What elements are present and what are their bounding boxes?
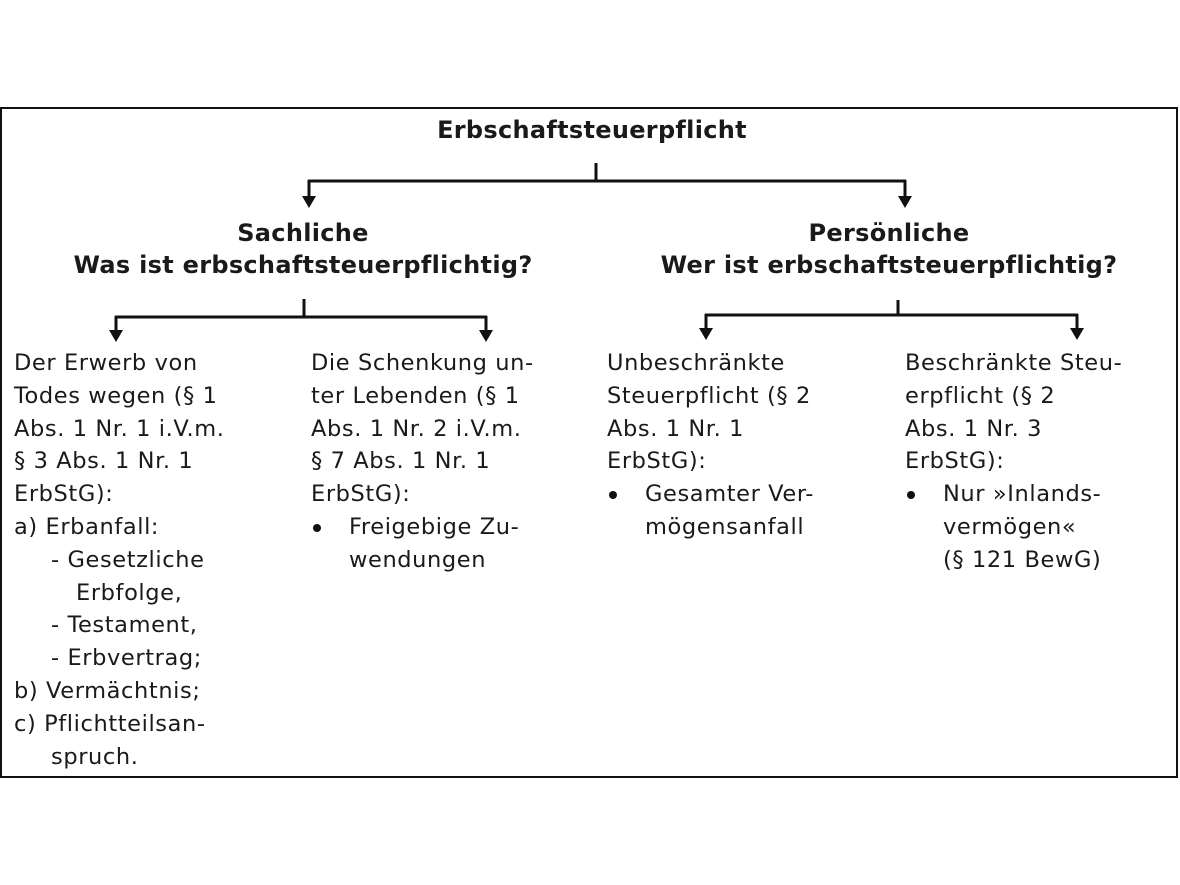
node-text-line: Abs. 1 Nr. 1 [607,415,745,442]
bullet-text-cont: vermögen« [943,513,1077,540]
node-erwerb-von-todes-wegen [14,347,294,773]
node-beschraenkte-steuerpflicht [905,347,1175,577]
node-text-line: Todes wegen (§ 1 [14,382,218,409]
bullet-text: Nur »Inlands- [943,481,1102,508]
branch-heading-question: Was ist erbschaftsteuerpflichtig? [73,251,533,279]
node-text-line: § 3 Abs. 1 Nr. 1 [14,448,194,475]
bullet-icon [609,491,617,499]
list-item-vermaechtnis: b) Vermächtnis; [14,677,201,704]
bullet-item [311,511,596,544]
bullet-text: Gesamter Ver- [645,481,814,508]
bullet-icon [907,491,915,499]
list-item-erbfolge: Erbfolge, [76,579,183,606]
node-text-line: ErbStG): [311,481,411,508]
bullet-item [905,478,1175,511]
list-item-testament: - Testament, [51,612,198,639]
node-text-line: ErbStG): [607,448,707,475]
branch-heading-label: Sachliche [237,219,369,247]
branch-heading-question: Wer ist erbschaftsteuerpflichtig? [660,251,1118,279]
list-item-gesetzliche: - Gesetzliche [51,546,205,573]
node-text-line: Steuerpflicht (§ 2 [607,382,811,409]
node-text-line: Unbeschränkte [607,350,786,376]
node-text-line: Die Schenkung un- [311,350,534,376]
bullet-item [607,478,892,511]
node-text-line: Abs. 1 Nr. 2 i.V.m. [311,415,522,442]
bullet-text-cont: (§ 121 BewG) [943,546,1102,573]
node-text-line: ter Lebenden (§ 1 [311,382,520,409]
list-item-erbvertrag: - Erbvertrag; [51,645,202,672]
bullet-text-cont: mögensanfall [645,513,805,540]
node-text-line: erpflicht (§ 2 [905,382,1056,409]
node-schenkung-unter-lebenden [311,347,596,577]
bullet-text: Freigebige Zu- [349,513,520,540]
node-text-line: ErbStG): [905,448,1005,475]
node-text-line: § 7 Abs. 1 Nr. 1 [311,448,491,475]
node-text-line: Der Erwerb von [14,350,198,376]
branch-heading-persoenliche [604,217,1174,281]
diagram-title: Erbschaftsteuerpflicht [437,116,747,144]
bullet-text-cont: wendungen [349,546,487,573]
node-text-line: Abs. 1 Nr. 1 i.V.m. [14,415,225,442]
node-unbeschraenkte-steuerpflicht [607,347,892,544]
list-item-erbanfall: a) Erbanfall: [14,513,160,540]
node-text-line: Abs. 1 Nr. 3 [905,415,1043,442]
branch-heading-sachliche [20,217,586,281]
node-text-line: Beschränkte Steu- [905,350,1123,376]
bullet-icon [313,524,321,532]
branch-heading-label: Persönliche [808,219,970,247]
node-text-line: ErbStG): [14,481,114,508]
list-item-pflichtteilsanspruch: c) Pflichtteilsan- [14,710,206,737]
list-item-pflichtteilsanspruch-cont: spruch. [51,743,139,770]
